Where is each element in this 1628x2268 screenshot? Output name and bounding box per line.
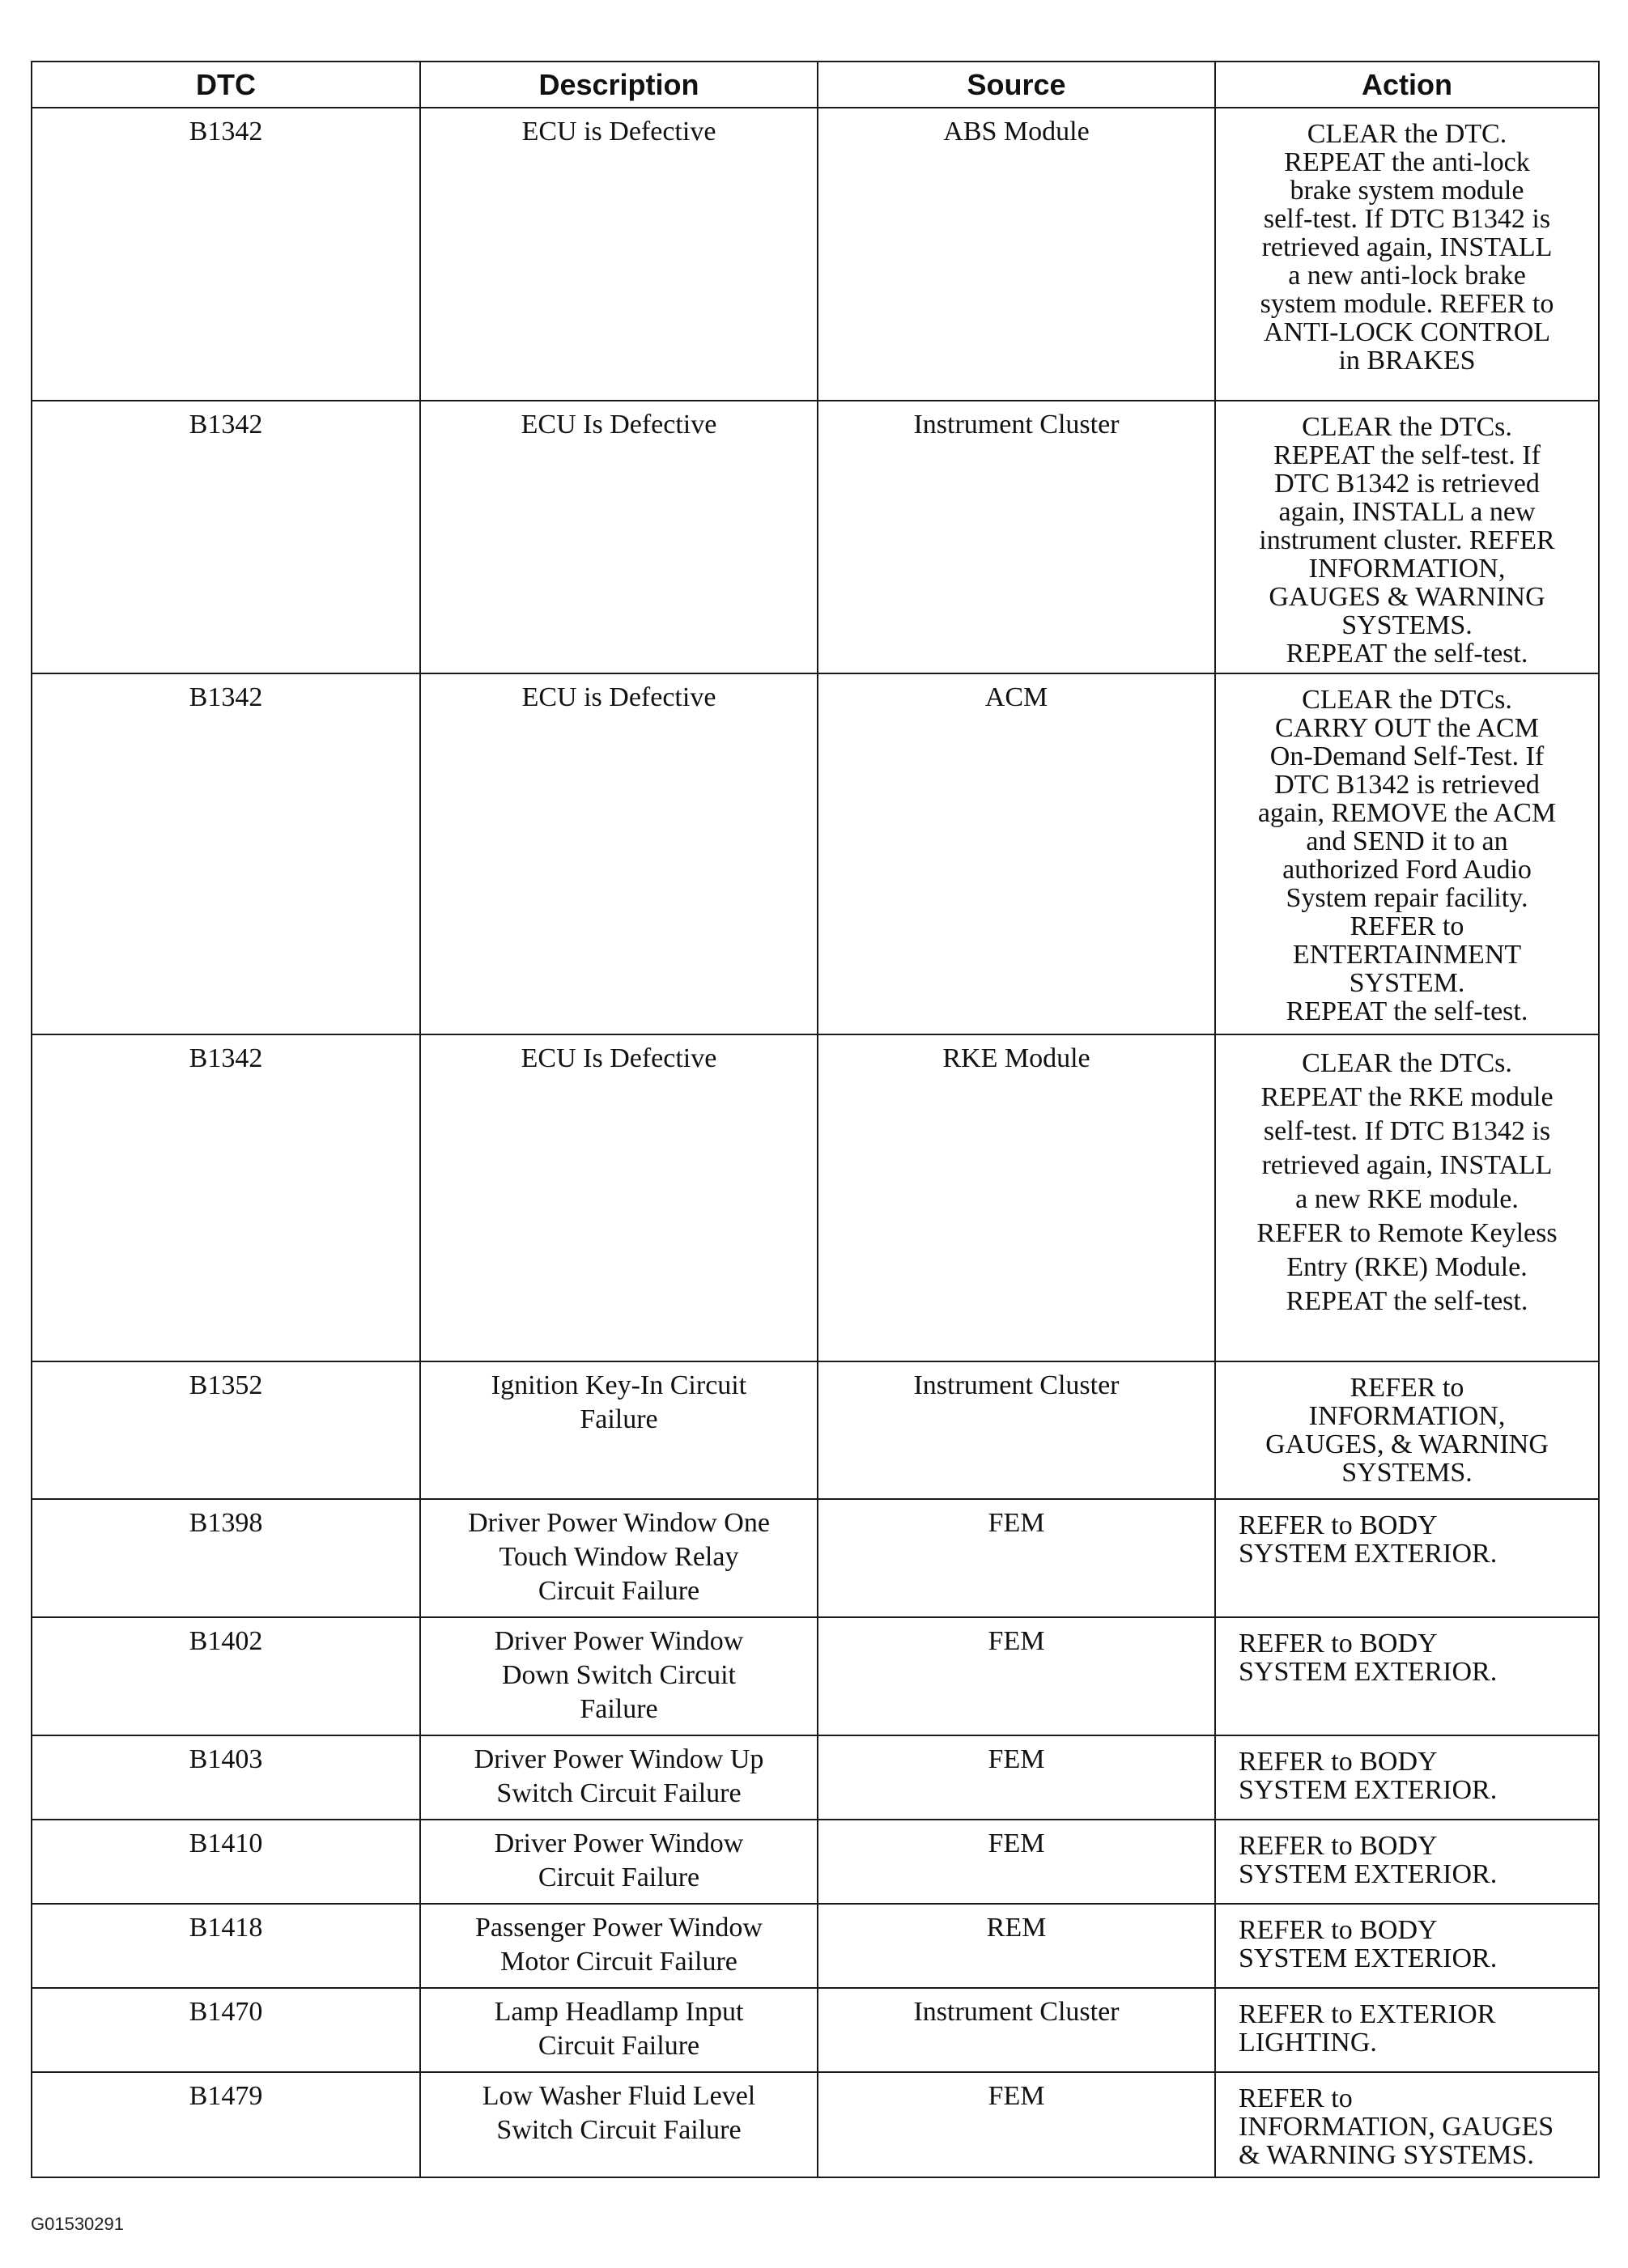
table-row <box>32 1361 1599 1499</box>
cell-description: Lamp Headlamp Input Circuit Failure <box>420 1988 818 2072</box>
cell-description: Driver Power Window Circuit Failure <box>420 1820 818 1904</box>
cell-description: ECU is Defective <box>420 108 818 401</box>
header-row <box>32 62 1599 108</box>
cell-action: REFER to INFORMATION, GAUGES & WARNING SYSTEMS. <box>1215 2072 1599 2177</box>
cell-description: ECU Is Defective <box>420 1034 818 1361</box>
header-dtc: DTC <box>32 62 420 108</box>
cell-source: FEM <box>818 2072 1215 2177</box>
cell-action: REFER to EXTERIOR LIGHTING. <box>1215 1988 1599 2072</box>
cell-source: REM <box>818 1904 1215 1988</box>
table-row <box>32 2072 1599 2177</box>
cell-dtc: B1398 <box>32 1499 420 1617</box>
cell-action: CLEAR the DTCs. REPEAT the RKE module self-test. If DTC B1342 is retrieved again, INSTALL a new RKE module. REFER to Remote Keyless Entry (RKE) Module. REPEAT the self-test. <box>1215 1034 1599 1361</box>
cell-action: REFER to BODY SYSTEM EXTERIOR. <box>1215 1735 1599 1820</box>
cell-dtc: B1403 <box>32 1735 420 1820</box>
cell-dtc: B1342 <box>32 108 420 401</box>
cell-dtc: B1342 <box>32 1034 420 1361</box>
cell-dtc: B1342 <box>32 401 420 673</box>
cell-description: Driver Power Window Up Switch Circuit Failure <box>420 1735 818 1820</box>
header-action: Action <box>1215 62 1599 108</box>
cell-description: Passenger Power Window Motor Circuit Failure <box>420 1904 818 1988</box>
dtc-table <box>31 61 1600 2178</box>
table-row <box>32 1904 1599 1988</box>
cell-action: REFER to BODY SYSTEM EXTERIOR. <box>1215 1617 1599 1735</box>
cell-source: Instrument Cluster <box>818 401 1215 673</box>
table-row <box>32 1820 1599 1904</box>
cell-source: ABS Module <box>818 108 1215 401</box>
table-row <box>32 1617 1599 1735</box>
cell-source: Instrument Cluster <box>818 1361 1215 1499</box>
table-row <box>32 108 1599 401</box>
figure-id: G01530291 <box>31 2214 124 2234</box>
cell-source: FEM <box>818 1499 1215 1617</box>
cell-action: CLEAR the DTCs. CARRY OUT the ACM On-Demand Self-Test. If DTC B1342 is retrieved again, REMOVE the ACM and SEND it to an authorized Ford Audio System repair facility. REFER to ENTERTAINMENT SYSTEM. REPEAT the self-test. <box>1215 673 1599 1034</box>
cell-source: ACM <box>818 673 1215 1034</box>
cell-source: RKE Module <box>818 1034 1215 1361</box>
cell-action: CLEAR the DTCs. REPEAT the self-test. If DTC B1342 is retrieved again, INSTALL a new instrument cluster. REFER INFORMATION, GAUGES & WARNING SYSTEMS. REPEAT the self-test. <box>1215 401 1599 673</box>
table-row <box>32 401 1599 673</box>
cell-dtc: B1402 <box>32 1617 420 1735</box>
cell-description: ECU is Defective <box>420 673 818 1034</box>
table-row <box>32 673 1599 1034</box>
cell-dtc: B1479 <box>32 2072 420 2177</box>
header-description: Description <box>420 62 818 108</box>
cell-description: ECU Is Defective <box>420 401 818 673</box>
table-row <box>32 1735 1599 1820</box>
cell-source: FEM <box>818 1735 1215 1820</box>
cell-dtc: B1470 <box>32 1988 420 2072</box>
table-row <box>32 1034 1599 1361</box>
header-source: Source <box>818 62 1215 108</box>
cell-action: REFER to BODY SYSTEM EXTERIOR. <box>1215 1904 1599 1988</box>
cell-dtc: B1352 <box>32 1361 420 1499</box>
table-row <box>32 1988 1599 2072</box>
cell-description: Low Washer Fluid Level Switch Circuit Failure <box>420 2072 818 2177</box>
table-row <box>32 1499 1599 1617</box>
cell-description: Driver Power Window Down Switch Circuit Failure <box>420 1617 818 1735</box>
cell-action: REFER to INFORMATION, GAUGES, & WARNING SYSTEMS. <box>1215 1361 1599 1499</box>
cell-description: Ignition Key-In Circuit Failure <box>420 1361 818 1499</box>
cell-action: REFER to BODY SYSTEM EXTERIOR. <box>1215 1499 1599 1617</box>
cell-dtc: B1418 <box>32 1904 420 1988</box>
cell-source: FEM <box>818 1820 1215 1904</box>
cell-dtc: B1342 <box>32 673 420 1034</box>
cell-description: Driver Power Window One Touch Window Relay Circuit Failure <box>420 1499 818 1617</box>
cell-dtc: B1410 <box>32 1820 420 1904</box>
cell-source: Instrument Cluster <box>818 1988 1215 2072</box>
cell-action: CLEAR the DTC. REPEAT the anti-lock brake system module self-test. If DTC B1342 is retrieved again, INSTALL a new anti-lock brake system module. REFER to ANTI-LOCK CONTROL in BRAKES <box>1215 108 1599 401</box>
cell-source: FEM <box>818 1617 1215 1735</box>
cell-action: REFER to BODY SYSTEM EXTERIOR. <box>1215 1820 1599 1904</box>
